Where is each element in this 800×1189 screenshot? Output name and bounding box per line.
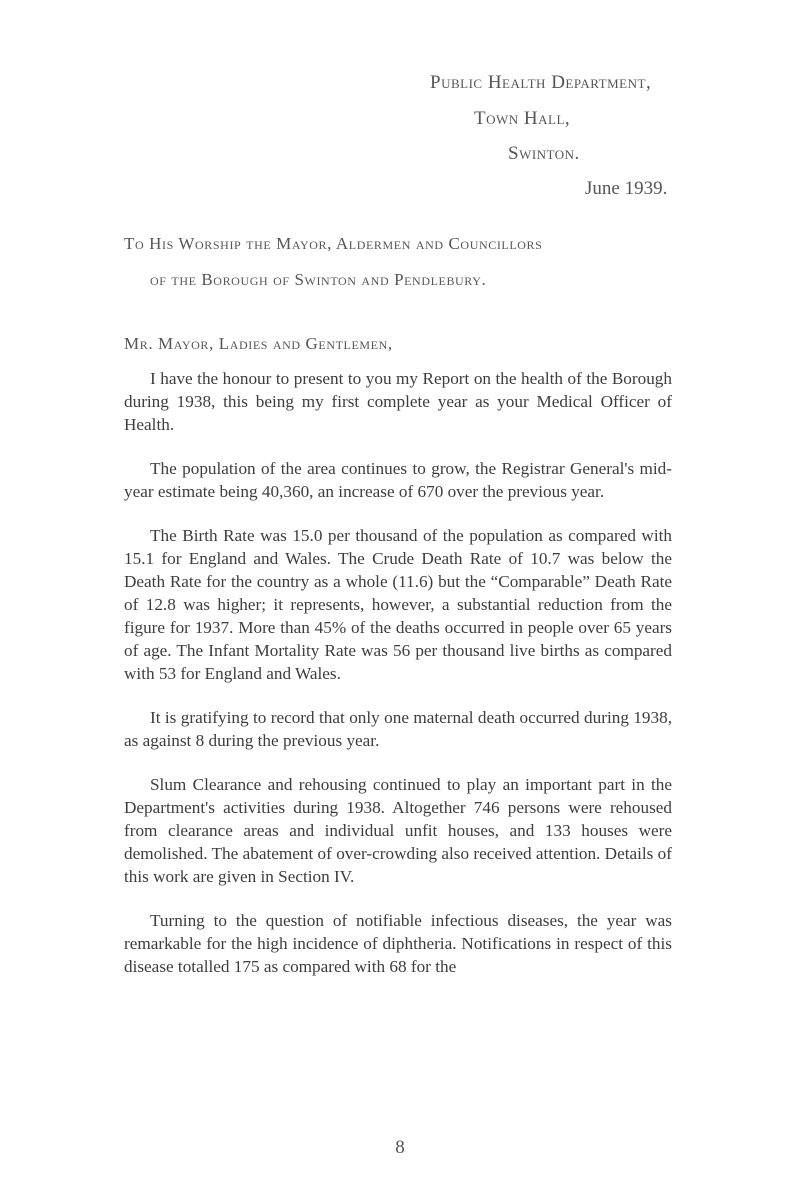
letterhead-town: Swinton. (508, 143, 580, 164)
paragraph: Slum Clearance and rehousing continued to play an important part in the Department's activities during 1938. Altogether 746 persons were rehoused from clearance areas and individual unfit houses, and 133 houses were demolished. The abatement of over-crowding also received attention. Details of this work are given in Section IV. (124, 775, 672, 886)
addressee-line-1: To His Worship the Mayor, Aldermen and Councillors (124, 234, 543, 253)
paragraph: The population of the area continues to grow, the Registrar General's mid-year estimate being 40,360, an increase of 670 over the previous year. (124, 459, 672, 501)
report-body (124, 367, 672, 999)
letterhead-department: Public Health Department, (430, 72, 652, 93)
letter-date: June 1939. (585, 178, 668, 199)
addressee-line-2: of the Borough of Swinton and Pendlebury. (150, 270, 487, 289)
paragraph: The Birth Rate was 15.0 per thousand of the population as compared with 15.1 for England and Wales. The Crude Death Rate of 10.7 was below the Death Rate for the country as a whole (11.6) but the “Comparable” Death Rate of 12.8 was higher; it represents, however, a substantial reduction from the figure for 1937. More than 45% of the deaths occurred in people over 65 years of age. The Infant Mortality Rate was 56 per thousand live births as compared with 53 for England and Wales. (124, 526, 672, 683)
paragraph: I have the honour to present to you my Report on the health of the Borough during 1938, this being my first complete year as your Medical Officer of Health. (124, 369, 672, 434)
page-number: 8 (395, 1137, 405, 1158)
paragraph: It is gratifying to record that only one maternal death occurred during 1938, as against 8 during the previous year. (124, 708, 672, 750)
letterhead-building: Town Hall, (474, 108, 571, 129)
greeting: Mr. Mayor, Ladies and Gentlemen, (124, 334, 393, 353)
paragraph: Turning to the question of notifiable infectious diseases, the year was remarkable for the high incidence of diphtheria. Notifications in respect of this disease totalled 175 as compared with 68 for the (124, 911, 672, 976)
